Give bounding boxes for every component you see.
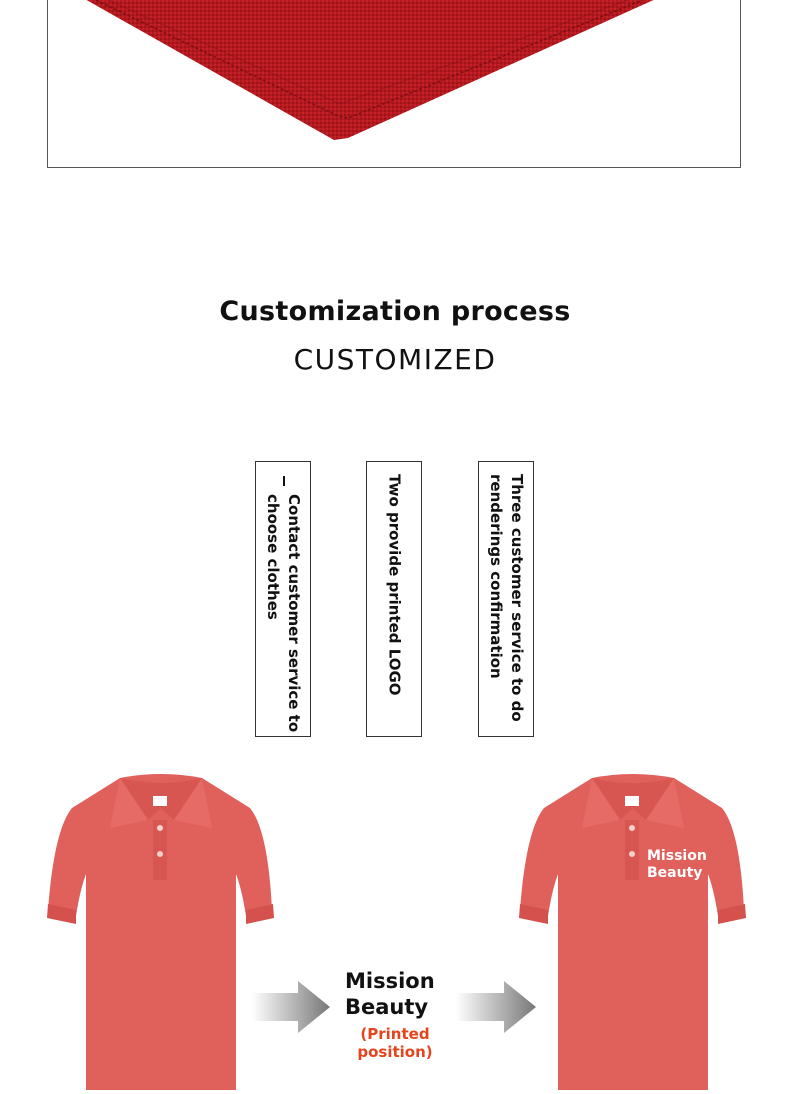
step-label: Two provide printed LOGO [385, 474, 404, 696]
polo-shirt-printed-image [512, 770, 754, 1090]
section-title: Customization process [219, 296, 571, 327]
fabric-detail-image [47, 0, 741, 168]
polo-shirt-plain-image [40, 770, 282, 1090]
arrow-right-icon [456, 975, 538, 1039]
shirt-print-line-2: Beauty [647, 865, 703, 881]
step-card-1 [255, 461, 311, 737]
logo-sample-line-1: Mission [345, 969, 435, 993]
printed-position-label: (Printed position) [357, 1025, 433, 1061]
logo-sample [345, 968, 435, 1020]
step-card-3 [478, 461, 534, 737]
logo-sample-line-2: Beauty [345, 995, 429, 1019]
step-number-mark [283, 476, 285, 486]
step-label: Contact customer service to choose clothes [264, 494, 303, 733]
shirt-print-line-1: Mission [647, 848, 707, 864]
arrow-right-icon [252, 975, 332, 1039]
shirt-print-logo [647, 848, 707, 882]
step-label: Three customer service to do renderings confirmation [487, 474, 526, 722]
step-card-2 [366, 461, 422, 737]
section-subtitle: CUSTOMIZED [293, 343, 497, 376]
